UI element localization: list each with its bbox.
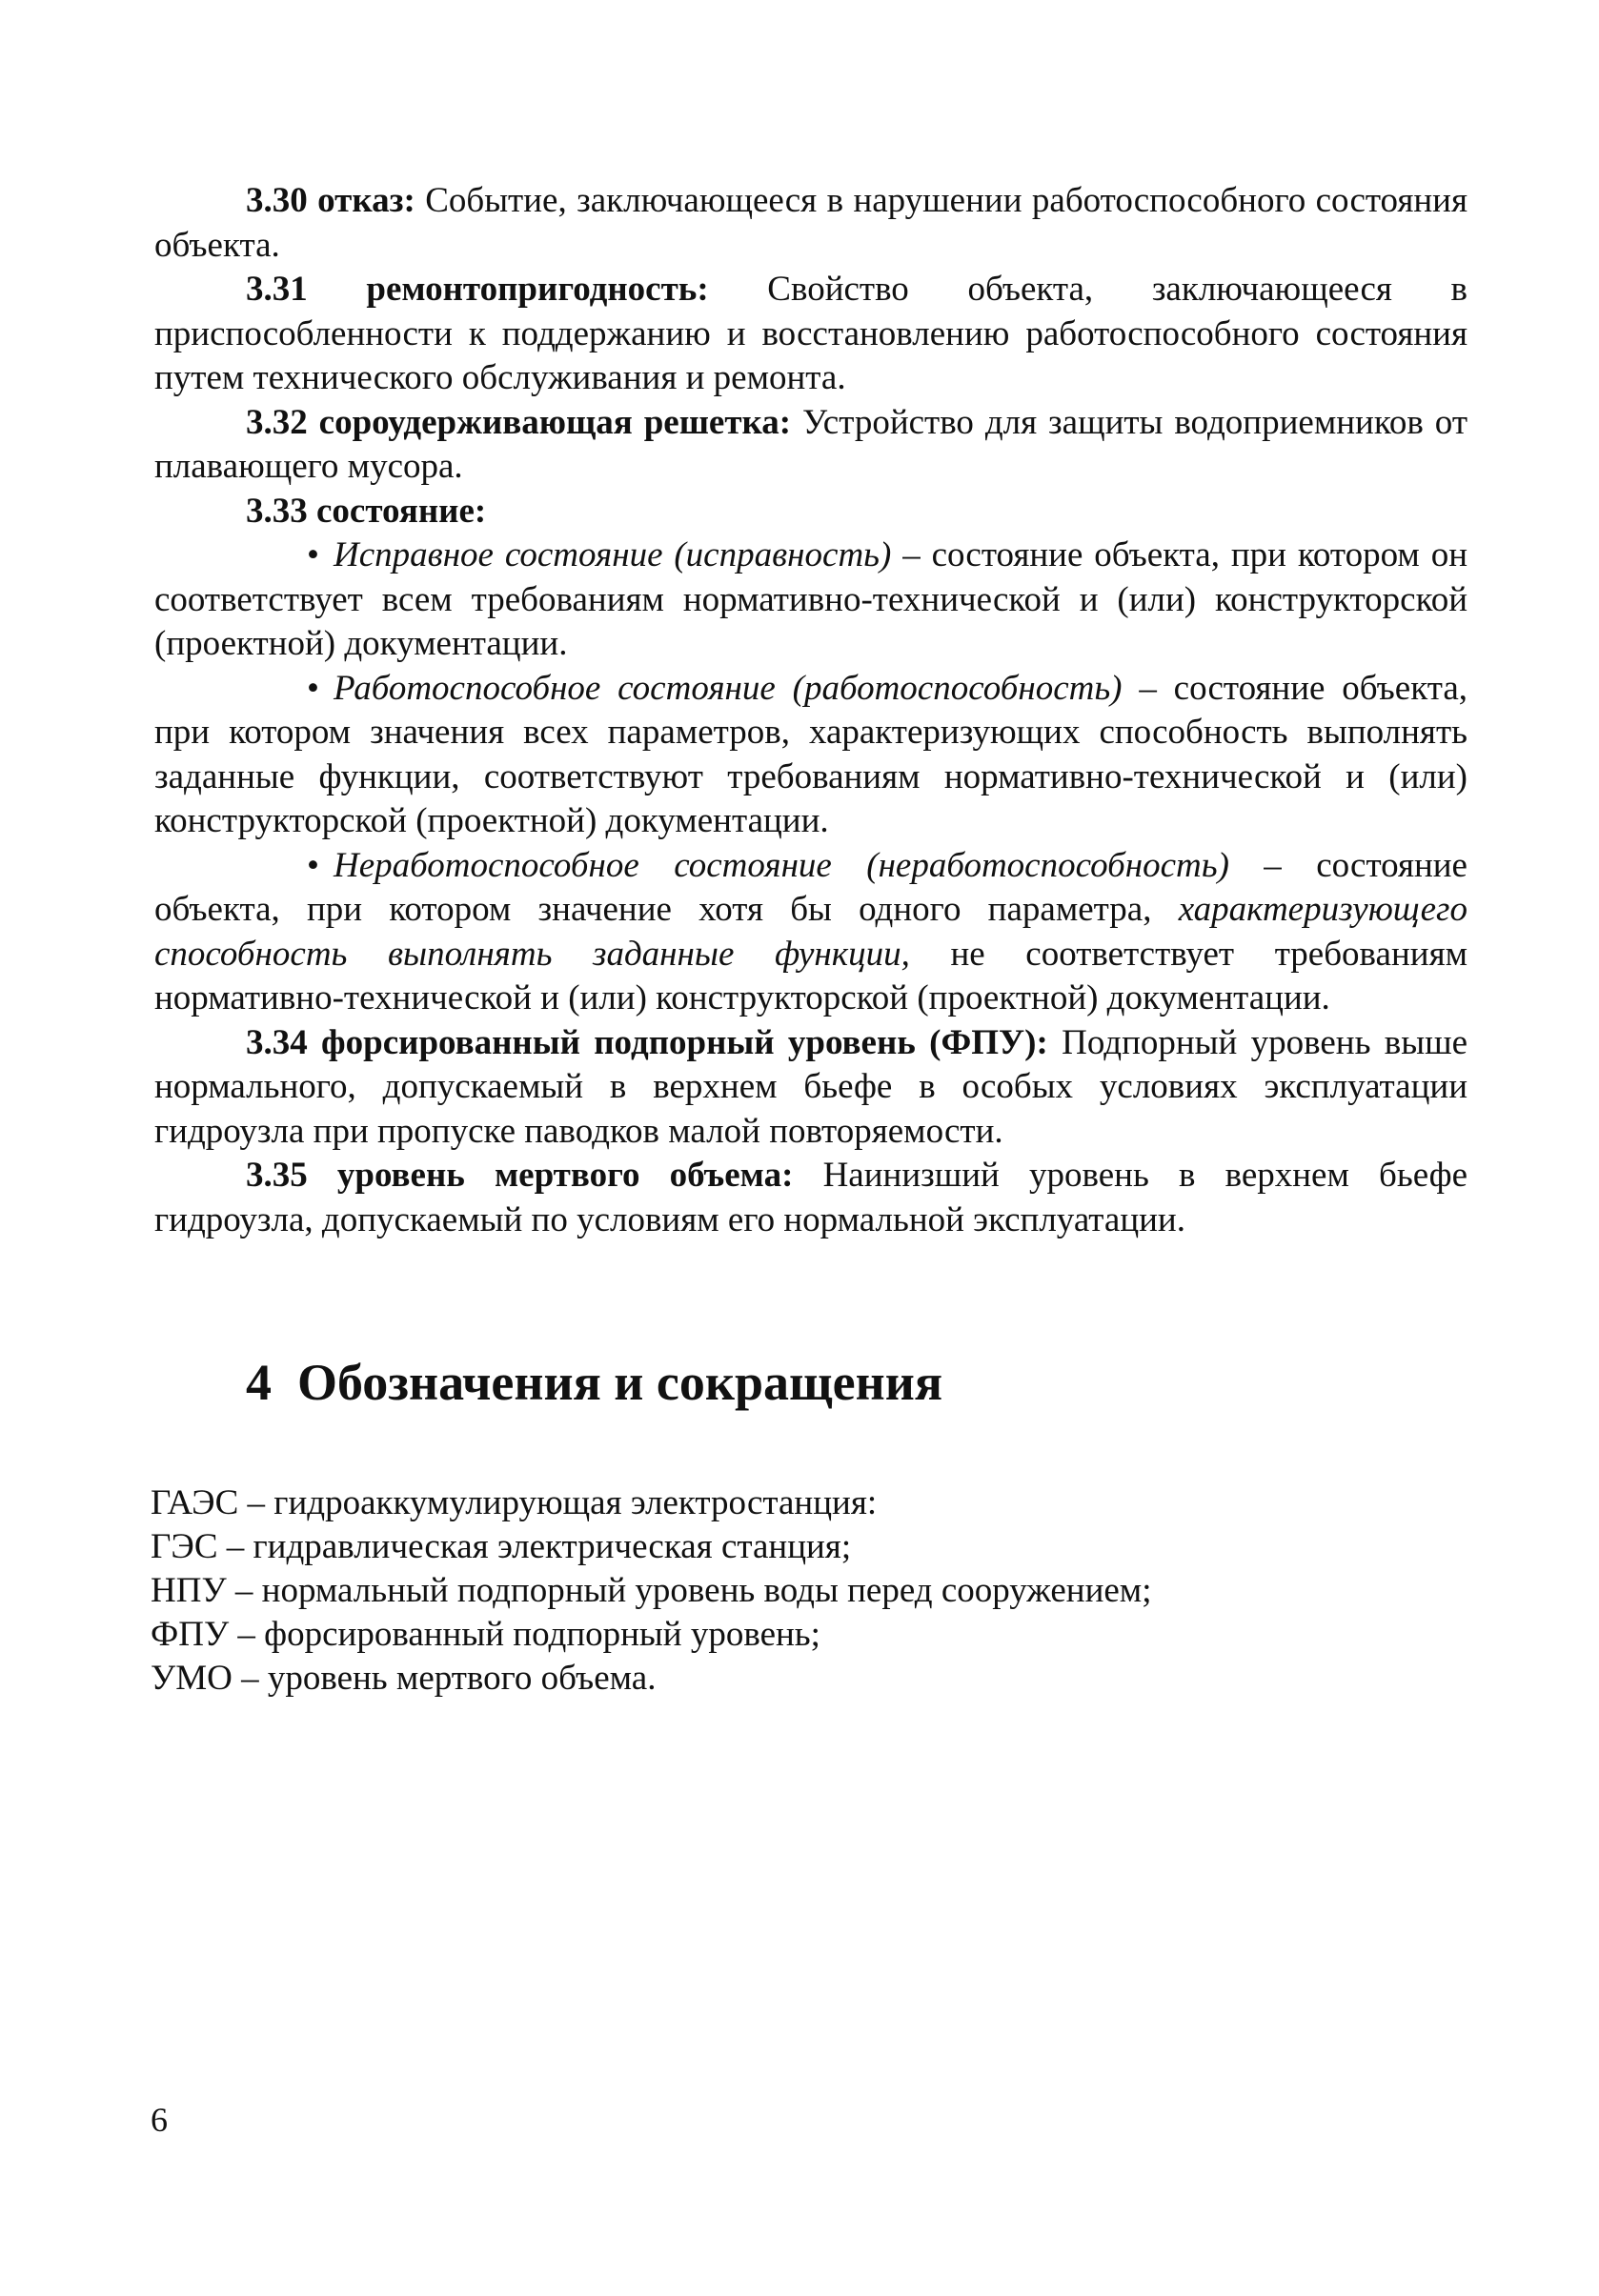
item-number: 3.33 bbox=[246, 491, 308, 531]
abbreviation-item: УМО – уровень мертвого объема. bbox=[151, 1659, 657, 1698]
term: состояние: bbox=[316, 491, 487, 531]
definition-3-31 bbox=[154, 268, 1467, 401]
definition-text: Устройство для защиты водоприемников от плавающего мусора. bbox=[154, 402, 1467, 486]
bullet-icon: • bbox=[307, 845, 319, 885]
page-number: 6 bbox=[151, 2101, 168, 2139]
state-text: – состояние объекта, при котором он соответствует всем требованиям нормативно-технической и (или) конструкторской (проектной) документации. bbox=[154, 535, 1467, 663]
section-title: Обозначения и сокращения bbox=[297, 1354, 943, 1411]
state-item bbox=[154, 844, 1467, 1021]
state-item bbox=[154, 667, 1467, 844]
item-number: 3.32 bbox=[246, 402, 308, 442]
state-item bbox=[154, 534, 1467, 667]
abbreviation-item: ФПУ – форсированный подпорный уровень; bbox=[151, 1615, 820, 1654]
abbreviation-item: ГЭС – гидравлическая электрическая станция; bbox=[151, 1527, 852, 1566]
state-term: Исправное состояние (исправность) bbox=[334, 535, 892, 574]
definition-3-33 bbox=[154, 490, 1467, 534]
definition-3-34 bbox=[154, 1021, 1467, 1155]
section-number: 4 bbox=[246, 1354, 272, 1411]
definitions-body bbox=[154, 179, 1467, 1242]
term: сороудерживающая решетка: bbox=[318, 402, 792, 442]
definition-text: Событие, заключающееся в нарушении работоспособного состояния объекта. bbox=[154, 181, 1467, 265]
item-number: 3.30 bbox=[246, 181, 308, 220]
abbreviation-item: НПУ – нормальный подпорный уровень воды перед сооружением; bbox=[151, 1571, 1152, 1610]
bullet-icon: • bbox=[307, 535, 319, 574]
item-number: 3.31 bbox=[246, 270, 308, 309]
abbreviation-item: ГАЭС – гидроаккумулирующая электростанция: bbox=[151, 1483, 878, 1522]
definition-text: Свойство объекта, заключающееся в приспособленности к поддержанию и восстановлению работоспособного состояния путем технического обслуживания и ремонта. bbox=[154, 270, 1468, 397]
definition-text: Наинизший уровень в верхнем бьефе гидроузла, допускаемый по условиям его нормальной эксплуатации. bbox=[154, 1156, 1467, 1239]
definition-text: Подпорный уровень выше нормального, допускаемый в верхнем бьефе в особых условиях эксплуатации гидроузла при пропуске паводков малой повторяемости. bbox=[154, 1022, 1467, 1151]
section-heading bbox=[246, 1353, 942, 1412]
item-number: 3.34 bbox=[246, 1022, 308, 1062]
term: форсированный подпорный уровень (ФПУ): bbox=[321, 1022, 1048, 1062]
state-text: – состояние объекта, при котором значение хотя бы одного параметра, bbox=[154, 845, 1467, 929]
term: ремонтопригодность: bbox=[366, 270, 709, 309]
item-number: 3.35 bbox=[246, 1156, 308, 1195]
state-text-end: не соответствует требованиям нормативно-технической и (или) конструкторской (проектной) документации. bbox=[154, 934, 1467, 1017]
state-term: Работоспособное состояние (работоспособность) bbox=[334, 668, 1123, 708]
state-italic-phrase: характеризующего способность выполнять заданные функции, bbox=[154, 890, 1467, 974]
definition-3-30 bbox=[154, 179, 1467, 268]
state-text: – состояние объекта, при котором значения всех параметров, характеризующих способность выполнять заданные функции, соответствуют требованиям нормативно-технической и (или) конструкторской (проектной) документации. bbox=[154, 668, 1467, 840]
bullet-icon: • bbox=[307, 668, 319, 708]
term: отказ: bbox=[317, 181, 415, 220]
definition-3-32 bbox=[154, 401, 1467, 490]
term: уровень мертвого объема: bbox=[336, 1156, 794, 1195]
state-term: Неработоспособное состояние (неработоспособность) bbox=[334, 845, 1229, 885]
abbreviation-list bbox=[151, 1481, 1152, 1701]
definition-3-35 bbox=[154, 1154, 1467, 1242]
